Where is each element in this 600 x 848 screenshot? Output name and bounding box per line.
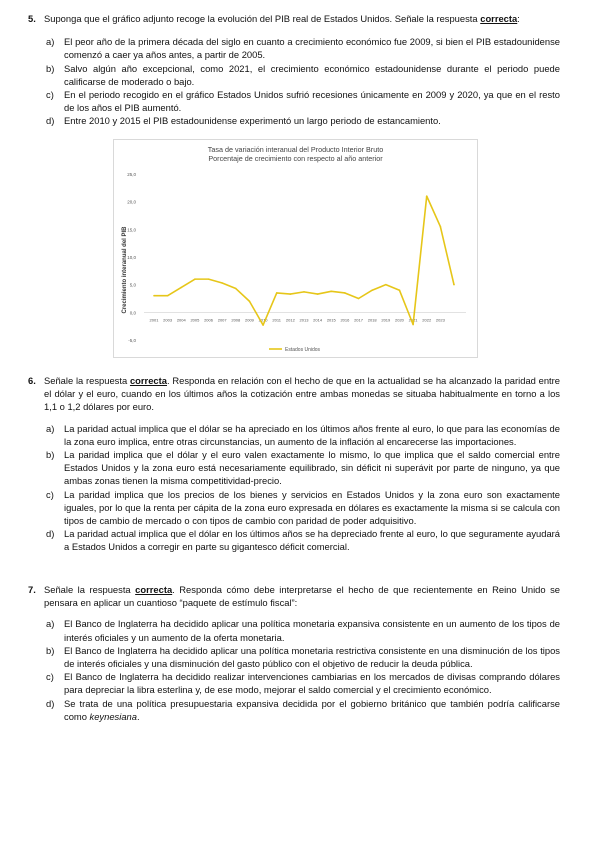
data-point — [153, 295, 155, 297]
y-tick-label: 0,0 — [129, 310, 136, 316]
option-text: Entre 2010 y 2015 el PIB estadounidense experimentó un largo periodo de estancamiento. — [64, 115, 441, 127]
option-letter: a) — [46, 36, 55, 48]
data-point — [317, 293, 319, 295]
x-tick-label: 2012 — [285, 317, 295, 323]
option-b[interactable] — [46, 448, 560, 488]
x-tick-label: 2006 — [204, 317, 213, 323]
option-text: El peor año de la primera década del siglo en cuanto a crecimiento económico fue 2009, si bien el PIB estadounidense comenzó a caer ya años antes, a partir de 2005. — [64, 36, 560, 61]
emphasis-correcta: correcta — [129, 375, 167, 386]
question-text-before: Suponga que el gráfico adjunto recoge la evolución del PIB real de Estados Unidos. Señale la respuesta — [44, 13, 481, 24]
option-letter: d) — [46, 115, 55, 127]
option-c[interactable] — [46, 488, 560, 528]
option-a[interactable] — [46, 617, 560, 643]
x-tick-label: 2004 — [176, 317, 186, 323]
option-text: La paridad actual implica que el dólar en los últimos años se ha depreciado frente al euro, lo que seguramente ayudará a Estados Unidos a corregir en parte su gigantesco déficit comercial. — [64, 528, 560, 553]
x-tick-label: 2021 — [408, 317, 418, 323]
y-axis-label: Crecimiento interanual del PIB — [122, 226, 128, 314]
data-point — [221, 282, 223, 284]
data-point — [440, 226, 442, 228]
option-a[interactable] — [46, 422, 560, 448]
option-text: La paridad implica que el dólar y el euro valen exactamente lo mismo, lo que implica que el saldo comercial entre Estados Unidos y la zona euro está necesariamente equilibrado, sin déficit ni superávit por parte de ninguno, ya que ambas zonas tienen la misma competitividad-precio. — [64, 449, 560, 487]
y-tick-label: 25,0 — [127, 172, 136, 177]
x-tick-label: 2009 — [245, 317, 254, 323]
question-number: 5. — [28, 13, 36, 24]
y-tick-label: 5,0 — [129, 282, 136, 288]
question-text-after: . Responda en relación con el hecho de que en la actualidad se ha alcanzado la paridad entre el dólar y el euro, cuando en los últimos años la cotización entre ambas monedas se situaba habitualmente en torno a los 1,1 o 1,2 dólares por euro. — [44, 375, 560, 413]
x-tick-label: 2001 — [149, 317, 159, 323]
option-letter: c) — [46, 488, 54, 500]
data-point — [426, 195, 428, 197]
option-text: El Banco de Inglaterra ha decidido realizar intervenciones cambiarias en los mercados de divisas comprando dólares para depreciar la libra esterlina y, de ese modo, mejorar el saldo comercial y el crecimiento económico. — [64, 671, 560, 696]
data-point — [412, 324, 414, 326]
x-tick-label: 2013 — [299, 317, 309, 323]
question-7 — [28, 583, 560, 723]
data-point — [180, 287, 182, 289]
option-letter: c) — [46, 89, 54, 101]
y-tick-label: -5,0 — [128, 338, 136, 343]
option-letter: a) — [46, 618, 55, 630]
x-tick-label: 2018 — [367, 317, 377, 323]
option-letter: b) — [46, 62, 55, 74]
options-list — [46, 422, 560, 554]
option-letter: d) — [46, 528, 55, 540]
question-text-after: . Responda cómo debe interpretarse el hecho de que recientemente en Reino Unido se pensara en aplicar un cuantioso “paquete de estímulo fiscal”: — [44, 584, 560, 609]
x-tick-label: 2022 — [422, 317, 432, 323]
x-tick-label: 2016 — [340, 317, 350, 323]
x-tick-label: 2007 — [217, 317, 227, 323]
x-tick-label: 2011 — [272, 317, 282, 323]
option-text — [64, 697, 560, 723]
emphasis-correcta: correcta — [135, 584, 173, 595]
y-tick-label: 15,0 — [127, 227, 136, 233]
question-text-after: : — [517, 13, 520, 24]
option-text: Salvo algún año excepcional, como 2021, el crecimiento económico estadounidense durante el periodo puede calificarse de moderado o bajo. — [64, 62, 560, 87]
chart-title: Tasa de variación interanual del Producto Interior Bruto — [207, 145, 384, 154]
option-text-main: Se trata de una política presupuestaria expansiva decidida por el gobierno británico que también podría calificarse como — [64, 697, 560, 722]
series-line-estados-unidos — [154, 196, 454, 325]
x-tick-label: 2005 — [190, 317, 200, 323]
question-5 — [28, 12, 560, 128]
option-d[interactable] — [46, 697, 560, 723]
x-tick-label: 2020 — [395, 317, 404, 323]
option-text-end: . — [136, 710, 140, 722]
data-point — [453, 284, 455, 286]
option-text: En el periodo recogido en el gráfico Estados Unidos sufrió recesiones únicamente en 2009 y 2020, ya que en el resto de los años el PIB aumentó. — [64, 89, 560, 114]
question-text-before: Señale la respuesta — [44, 584, 136, 595]
gdp-chart — [113, 139, 478, 358]
data-point — [262, 324, 264, 326]
question-text — [44, 374, 560, 414]
option-letter: b) — [46, 644, 55, 656]
question-number: 6. — [28, 375, 36, 386]
data-point — [194, 278, 196, 280]
option-letter: b) — [46, 449, 55, 461]
data-point — [358, 298, 360, 300]
option-c[interactable] — [46, 88, 560, 114]
option-letter: c) — [46, 671, 54, 683]
data-point — [399, 289, 401, 291]
data-point — [385, 284, 387, 286]
data-point — [208, 278, 210, 280]
option-text: La paridad actual implica que el dólar se ha apreciado en los últimos años frente al euro, lo que para las economías de la zona euro implica, entre otras circunstancias, un aumento de la inflación al encarecerse las importaciones. — [64, 422, 560, 447]
data-point — [303, 291, 305, 293]
x-tick-label: 2010 — [258, 317, 268, 323]
x-tick-label: 2019 — [381, 317, 391, 323]
x-tick-label: 2015 — [326, 317, 336, 323]
y-tick-label: 10,0 — [127, 255, 136, 260]
data-point — [249, 300, 251, 302]
data-point — [235, 288, 237, 290]
option-c[interactable] — [46, 670, 560, 696]
data-point — [330, 291, 332, 293]
question-6 — [28, 374, 560, 554]
data-point — [276, 292, 278, 294]
legend-label: Estados Unidos — [285, 347, 321, 353]
y-tick-label: 20,0 — [127, 199, 136, 205]
option-text: El Banco de Inglaterra ha decidido aplicar una política monetaria restrictiva consistente en una disminución de los tipos de interés oficiales y una disminución del gasto público con el objetivo de reducir la deuda pública. — [64, 644, 560, 670]
question-number: 7. — [28, 584, 36, 595]
option-text: La paridad implica que los precios de los bienes y servicios en Estados Unidos y la zona euro son exactamente iguales, por lo que la renta per cápita de la zona euro expresada en dólares es exactamente la misma si se calcula con tipos de cambio de mercado o con tipos de cambio con paridad de poder adquisitivo. — [64, 488, 560, 527]
emphasis-correcta: correcta — [480, 13, 518, 24]
question-text — [44, 583, 560, 609]
x-tick-label: 2014 — [313, 317, 323, 323]
data-point — [371, 289, 373, 291]
data-point — [167, 295, 169, 297]
option-text-italic: keynesiana — [89, 710, 137, 722]
option-d[interactable] — [46, 114, 560, 127]
option-d[interactable] — [46, 527, 560, 553]
chart-subtitle: Porcentaje de crecimiento con respecto al año anterior — [208, 154, 383, 163]
question-text — [44, 12, 560, 25]
x-tick-label: 2023 — [435, 317, 445, 323]
options-list — [46, 35, 560, 127]
data-point — [290, 293, 292, 295]
option-text: El Banco de Inglaterra ha decidido aplicar una política monetaria expansiva consistente en un aumento de los tipos de interés oficiales y un aumento de la oferta monetaria. — [64, 618, 560, 643]
chart-plot — [114, 140, 477, 357]
option-b[interactable] — [46, 62, 560, 88]
x-tick-label: 2008 — [231, 317, 241, 323]
option-a[interactable] — [46, 35, 560, 61]
option-letter: a) — [46, 422, 55, 434]
data-point — [344, 292, 346, 294]
x-tick-label: 2017 — [354, 317, 363, 323]
legend — [269, 347, 321, 353]
option-letter: d) — [46, 697, 55, 709]
x-tick-label: 2003 — [163, 317, 173, 323]
options-list — [46, 617, 560, 723]
question-text-before: Señale la respuesta — [44, 375, 130, 386]
option-b[interactable] — [46, 644, 560, 670]
